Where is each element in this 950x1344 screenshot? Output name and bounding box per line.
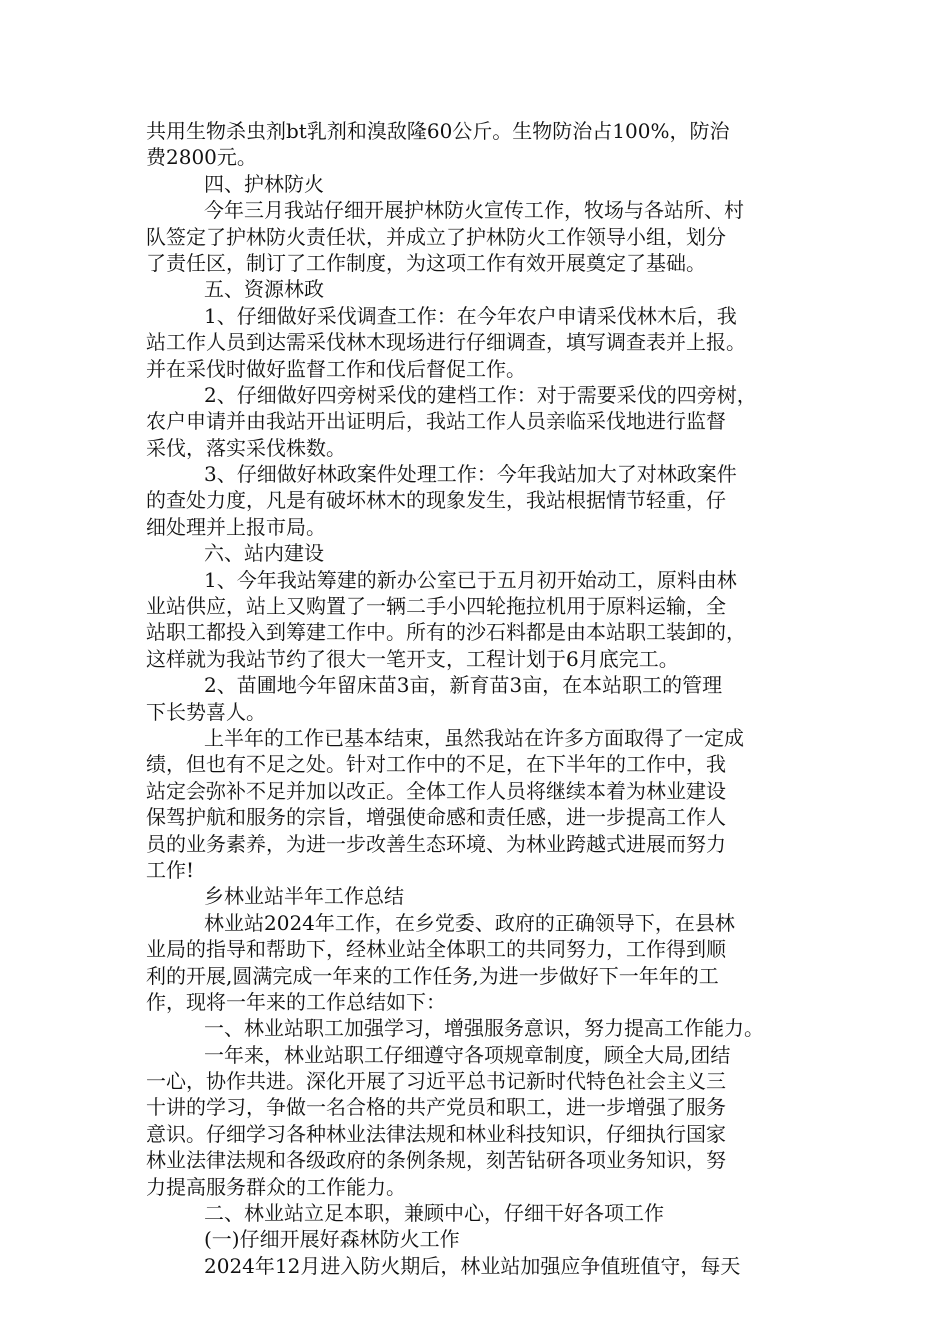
text-line: 作，现将一年来的工作总结如下： (146, 989, 446, 1014)
text-line: 十讲的学习，争做一名合格的共产党员和职工，进一步增强了服务 (146, 1095, 726, 1120)
text-line: 林业站2024年工作，在乡党委、政府的正确领导下，在县林 (204, 910, 735, 935)
text-line: 业站供应，站上又购置了一辆二手小四轮拖拉机用于原料运输，全 (146, 594, 726, 619)
text-line: 2、仔细做好四旁树采伐的建档工作：对于需要采伐的四旁树， (204, 382, 757, 407)
text-line: 采伐，落实采伐株数。 (146, 435, 346, 460)
text-line: 利的开展,圆满完成一年来的工作任务,为进一步做好下一年年的工 (146, 963, 719, 988)
text-line: 林业法律法规和各级政府的条例条规，刻苦钻研各项业务知识，努 (146, 1148, 726, 1173)
text-line: 队签定了护林防火责任状，并成立了护林防火工作领导小组，划分 (146, 224, 726, 249)
text-line: 2024年12月进入防火期后，林业站加强应争值班值守，每天 (204, 1253, 741, 1278)
document-body (146, 118, 826, 1279)
text-line: 四、护林防火 (204, 171, 324, 196)
text-line: 保驾护航和服务的宗旨，增强使命感和责任感，进一步提高工作人 (146, 805, 726, 830)
text-line: 绩，但也有不足之处。针对工作中的不足，在下半年的工作中，我 (146, 752, 726, 777)
text-line: 共用生物杀虫剂bt乳剂和溴敌隆60公斤。生物防治占100%，防治 (146, 119, 730, 143)
text-line: 员的业务素养，为进一步改善生态环境、为林业跨越式进展而努力 (146, 831, 726, 856)
text-line: 农户申请并由我站开出证明后，我站工作人员亲临采伐地进行监督 (146, 409, 726, 434)
text-line: 1、今年我站筹建的新办公室已于五月初开始动工，原料由林 (204, 567, 737, 592)
text-line: 了责任区，制订了工作制度，为这项工作有效开展奠定了基础。 (146, 250, 706, 275)
text-line: 五、资源林政 (204, 277, 324, 302)
text-line: 一年来，林业站职工仔细遵守各项规章制度，顾全大局,团结 (204, 1042, 731, 1067)
text-line: 乡林业站半年工作总结 (204, 884, 404, 909)
text-line: 费2800元。 (146, 145, 257, 170)
text-line: 这样就为我站节约了很大一笔开支，工程计划于6月底完工。 (146, 646, 679, 671)
text-line: 上半年的工作已基本结束，虽然我站在许多方面取得了一定成 (204, 725, 744, 750)
text-line: 六、站内建设 (204, 541, 324, 566)
text-line: 下长势喜人。 (146, 699, 266, 724)
text-line: 今年三月我站仔细开展护林防火宣传工作，牧场与各站所、村 (204, 198, 744, 223)
text-line: 1、仔细做好采伐调查工作：在今年农户申请采伐林木后，我 (204, 303, 737, 328)
text-line: 二、林业站立足本职，兼顾中心，仔细干好各项工作 (204, 1201, 664, 1226)
text-line: 意识。仔细学习各种林业法律法规和林业科技知识，仔细执行国家 (146, 1121, 726, 1146)
text-line: 业局的指导和帮助下，经林业站全体职工的共同努力，工作得到顺 (146, 937, 726, 962)
text-line: 一心，协作共进。深化开展了习近平总书记新时代特色社会主义三 (146, 1069, 726, 1094)
text-line: 站定会弥补不足并加以改正。全体工作人员将继续本着为林业建设 (146, 778, 726, 803)
text-line: 3、仔细做好林政案件处理工作：今年我站加大了对林政案件 (204, 462, 737, 487)
text-line: 2、苗圃地今年留床苗3亩，新育苗3亩，在本站职工的管理 (204, 673, 723, 698)
text-line: 并在采伐时做好监督工作和伐后督促工作。 (146, 356, 526, 381)
text-line: 的查处力度，凡是有破坏林木的现象发生，我站根据情节轻重，仔 (146, 488, 726, 513)
text-line: 站职工都投入到筹建工作中。所有的沙石料都是由本站职工装卸的， (146, 620, 746, 645)
text-line: 力提高服务群众的工作能力。 (146, 1174, 406, 1199)
text-line: 站工作人员到达需采伐林木现场进行仔细调查，填写调查表并上报。 (146, 330, 746, 355)
text-line: 细处理并上报市局。 (146, 514, 326, 539)
text-line: 一、林业站职工加强学习，增强服务意识，努力提高工作能力。 (204, 1016, 764, 1041)
text-line: (一)仔细开展好森林防火工作 (204, 1227, 460, 1252)
text-line: 工作! (146, 857, 195, 882)
